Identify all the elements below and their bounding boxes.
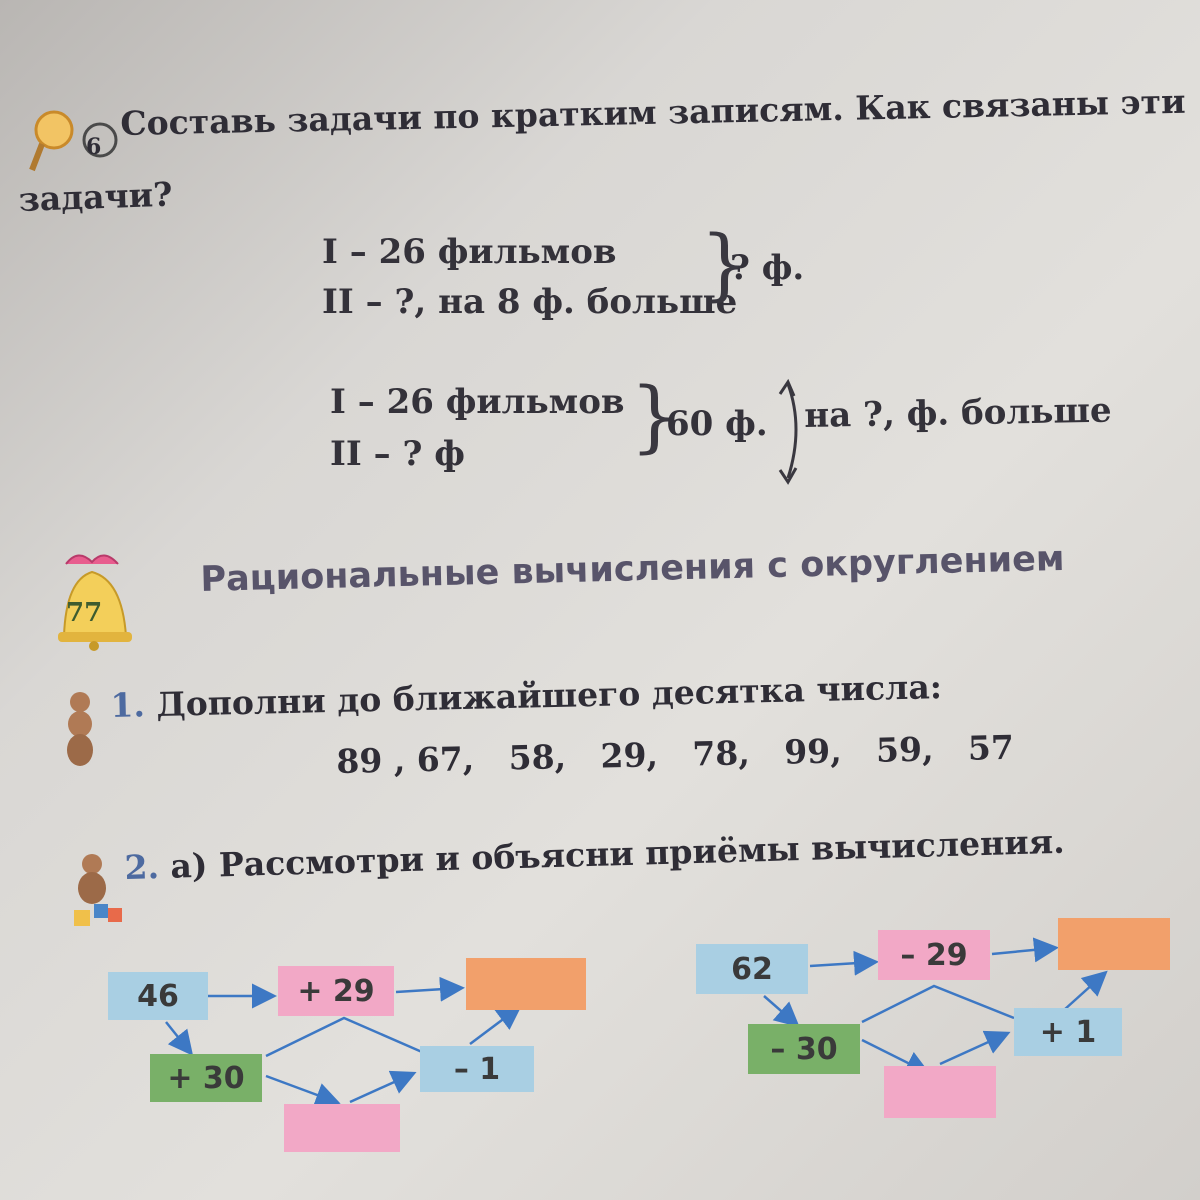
left-result-box (466, 958, 586, 1010)
arrow (862, 986, 1014, 1022)
right-op-top-box: – 29 (878, 930, 990, 980)
exercise1-numbers: 89 , 67, 58, 29, 78, 99, 59, 57 (336, 727, 1015, 781)
arrow (166, 1022, 190, 1052)
exercise2-number: 2. (124, 847, 160, 887)
arrow (940, 1034, 1006, 1064)
record1-brace: } (700, 220, 750, 310)
left-round-box: + 30 (150, 1054, 262, 1102)
left-correct-box: – 1 (420, 1046, 534, 1092)
record2-line2: II – ? ф (330, 434, 465, 474)
record2-brace: } (630, 372, 680, 462)
left-start-box: 46 (108, 972, 208, 1020)
exercise2-text: а) Рассмотри и объясни приёмы вычисления. (169, 821, 1066, 886)
right-result-box (1058, 918, 1170, 970)
arrow (266, 1076, 336, 1102)
task-text-line1: Составь задачи по кратким записям. Как связаны эти (120, 81, 1186, 143)
arrow (1064, 974, 1104, 1010)
arrow (470, 1008, 518, 1044)
record1-result: ? ф. (730, 248, 805, 288)
record2-line1: I – 26 фильмов (330, 382, 625, 422)
exercise1-number: 1. (110, 685, 146, 725)
arrow (764, 996, 796, 1024)
arrow (266, 1018, 422, 1056)
right-round-box: – 30 (748, 1024, 860, 1074)
exercise1-text: Дополни до ближайшего десятка числа: (155, 667, 943, 724)
arrow (396, 988, 460, 992)
left-op-top-box: + 29 (278, 966, 394, 1016)
arrow (810, 962, 874, 966)
record1-line1: I – 26 фильмов (322, 232, 617, 272)
right-intermediate-box (884, 1066, 996, 1118)
task-text-line2: задачи? (18, 174, 174, 219)
right-start-box: 62 (696, 944, 808, 994)
arrow (350, 1074, 412, 1102)
record2-note: на ?, ф. больше (804, 390, 1112, 436)
arrow (992, 948, 1054, 954)
right-correct-box: + 1 (1014, 1008, 1122, 1056)
task-number: 6 (86, 134, 102, 160)
lesson-title: Рациональные вычисления с округлением (200, 538, 1065, 600)
lesson-number: 77 (66, 598, 103, 628)
record2-total: 60 ф. (666, 404, 768, 444)
left-intermediate-box (284, 1104, 400, 1152)
record1-line2: II – ?, на 8 ф. больше (322, 282, 738, 322)
